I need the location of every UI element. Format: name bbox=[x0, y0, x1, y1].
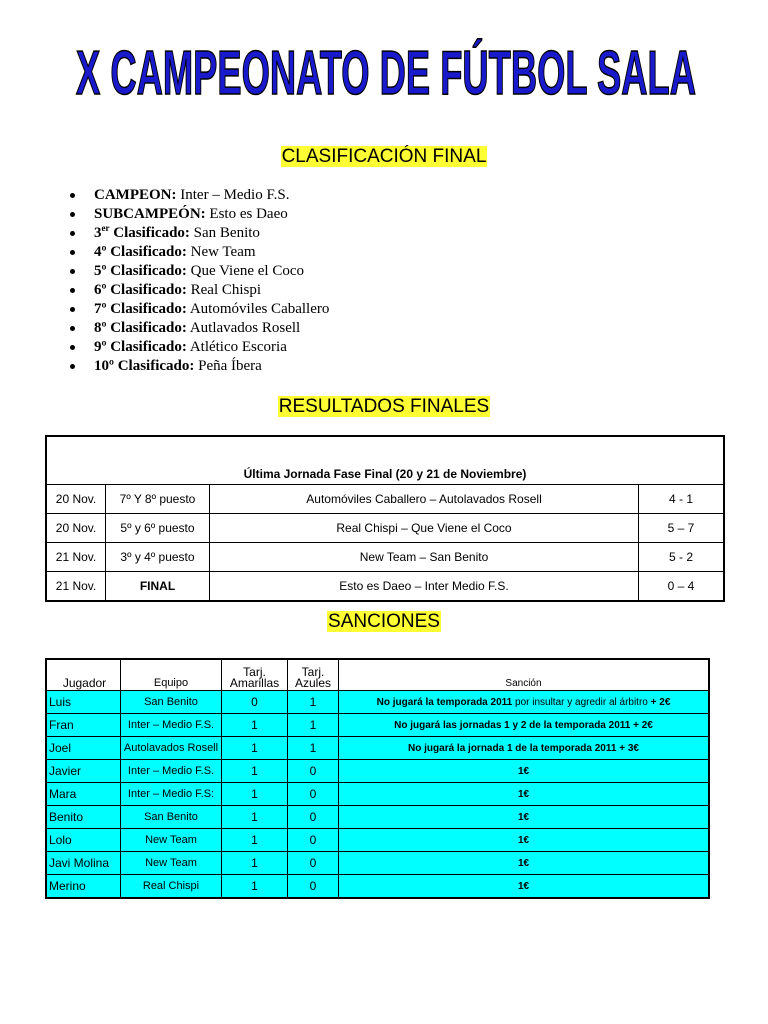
result-date: 20 Nov. bbox=[46, 485, 106, 514]
result-match: Real Chispi – Que Viene el Coco bbox=[210, 514, 639, 543]
sanction-team: New Team bbox=[121, 852, 222, 875]
page-title: X CAMPEONATO DE FÚTBOL SALA bbox=[76, 39, 696, 108]
col-yellow bbox=[222, 659, 288, 691]
results-heading bbox=[0, 396, 768, 418]
sanction-main: 1€ bbox=[517, 788, 530, 800]
standings-team: Esto es Daeo bbox=[209, 206, 288, 222]
col-blue-l1: Tarj. bbox=[301, 665, 325, 679]
sanction-yellow-cards: 1 bbox=[222, 852, 288, 875]
sanction-reason: por insultar y agredir al árbitro bbox=[512, 696, 651, 708]
col-blue bbox=[288, 659, 339, 691]
standings-team: San Benito bbox=[193, 225, 260, 241]
sanction-yellow-cards: 1 bbox=[222, 760, 288, 783]
result-score: 4 - 1 bbox=[639, 485, 725, 514]
result-match: Esto es Daeo – Inter Medio F.S. bbox=[210, 572, 639, 602]
position-label: 6º Clasificado: bbox=[94, 282, 187, 298]
position-label: CAMPEON: bbox=[94, 187, 177, 203]
sanction-main: No jugará la jornada 1 de la temporada 2011 + 3€ bbox=[408, 742, 639, 754]
sanction-text bbox=[339, 737, 710, 760]
standings-position bbox=[94, 206, 206, 222]
result-score: 0 – 4 bbox=[639, 572, 725, 602]
sanctions-heading bbox=[0, 611, 768, 633]
sanction-player: Mara bbox=[46, 783, 121, 806]
sanction-blue-cards: 0 bbox=[288, 783, 339, 806]
result-match: Automóviles Caballero – Autolavados Rosell bbox=[210, 485, 639, 514]
col-yellow-l1: Tarj. bbox=[243, 665, 266, 679]
sanction-team: San Benito bbox=[121, 691, 222, 714]
sanction-text bbox=[339, 691, 710, 714]
sanction-fine: + 2€ bbox=[650, 696, 671, 708]
result-placement: 5º y 6º puesto bbox=[106, 514, 210, 543]
col-sanction: Sanción bbox=[339, 659, 710, 691]
sanction-team: San Benito bbox=[121, 806, 222, 829]
standings-position bbox=[94, 225, 190, 241]
sanction-player: Javier bbox=[46, 760, 121, 783]
standings-item bbox=[68, 186, 329, 205]
sanction-player: Lolo bbox=[46, 829, 121, 852]
sanction-blue-cards: 0 bbox=[288, 852, 339, 875]
col-yellow-l2: Amarillas bbox=[229, 676, 280, 690]
result-score: 5 – 7 bbox=[639, 514, 725, 543]
col-blue-l2: Azules bbox=[294, 676, 332, 690]
result-match: New Team – San Benito bbox=[210, 543, 639, 572]
position-label: 9º Clasificado: bbox=[94, 339, 187, 355]
standings-item bbox=[68, 319, 329, 338]
position-label: 5º Clasificado: bbox=[94, 263, 187, 279]
sanction-text bbox=[339, 875, 710, 899]
title-banner bbox=[72, 36, 700, 110]
sanction-row bbox=[46, 829, 709, 852]
standings-heading bbox=[0, 146, 768, 168]
standings-item bbox=[68, 262, 329, 281]
result-placement: FINAL bbox=[106, 572, 210, 602]
standings-team: Inter – Medio F.S. bbox=[180, 187, 290, 203]
col-team: Equipo bbox=[121, 659, 222, 691]
sanction-player: Fran bbox=[46, 714, 121, 737]
result-row bbox=[46, 572, 724, 602]
result-row bbox=[46, 543, 724, 572]
standings-position bbox=[94, 301, 187, 317]
sanction-text bbox=[339, 829, 710, 852]
position-label: 4º Clasificado: bbox=[94, 244, 187, 260]
result-date: 21 Nov. bbox=[46, 572, 106, 602]
sanction-row bbox=[46, 875, 709, 899]
sanctions-table bbox=[45, 658, 710, 899]
position-label: SUBCAMPEÓN: bbox=[94, 206, 206, 222]
sanction-main: 1€ bbox=[517, 811, 530, 823]
position-label: 10º Clasificado: bbox=[94, 358, 195, 374]
standings-team: Peña Íbera bbox=[198, 358, 262, 374]
sanction-row bbox=[46, 760, 709, 783]
sanction-player: Javi Molina bbox=[46, 852, 121, 875]
sanction-text bbox=[339, 714, 710, 737]
results-table bbox=[45, 435, 725, 602]
result-score: 5 - 2 bbox=[639, 543, 725, 572]
position-suffix: er bbox=[101, 223, 110, 233]
standings-item bbox=[68, 224, 329, 243]
sanctions-heading-text: SANCIONES bbox=[328, 611, 440, 632]
sanction-blue-cards: 0 bbox=[288, 829, 339, 852]
standings-item bbox=[68, 338, 329, 357]
sanction-team: Real Chispi bbox=[121, 875, 222, 899]
sanctions-header-row bbox=[46, 659, 709, 691]
sanction-main: 1€ bbox=[517, 880, 530, 892]
sanction-player: Joel bbox=[46, 737, 121, 760]
sanction-main: No jugará las jornadas 1 y 2 de la temporada 2011 + 2€ bbox=[394, 719, 653, 731]
sanction-text bbox=[339, 852, 710, 875]
sanction-yellow-cards: 1 bbox=[222, 714, 288, 737]
standings-item bbox=[68, 205, 329, 224]
standings-team: Automóviles Caballero bbox=[189, 301, 330, 317]
sanction-blue-cards: 1 bbox=[288, 691, 339, 714]
results-header: Última Jornada Fase Final (20 y 21 de Noviembre) bbox=[46, 436, 724, 485]
sanction-row bbox=[46, 691, 709, 714]
position-label-tail: Clasificado: bbox=[109, 225, 190, 241]
sanction-text bbox=[339, 783, 710, 806]
sanction-main: 1€ bbox=[517, 834, 530, 846]
sanction-row bbox=[46, 783, 709, 806]
sanction-row bbox=[46, 714, 709, 737]
standings-position bbox=[94, 282, 187, 298]
standings-item bbox=[68, 357, 329, 376]
sanction-text bbox=[339, 760, 710, 783]
sanction-text bbox=[339, 806, 710, 829]
sanction-player: Merino bbox=[46, 875, 121, 899]
standings-position bbox=[94, 244, 187, 260]
result-row bbox=[46, 514, 724, 543]
sanction-blue-cards: 0 bbox=[288, 760, 339, 783]
sanction-row bbox=[46, 737, 709, 760]
standings-item bbox=[68, 281, 329, 300]
standings-team: Atlético Escoria bbox=[189, 339, 287, 355]
sanction-blue-cards: 0 bbox=[288, 875, 339, 899]
sanction-main: No jugará la temporada 2011 bbox=[376, 696, 513, 708]
sanction-yellow-cards: 1 bbox=[222, 806, 288, 829]
standings-position bbox=[94, 339, 187, 355]
position-label: 8º Clasificado: bbox=[94, 320, 187, 336]
standings-position bbox=[94, 320, 187, 336]
standings-list bbox=[68, 186, 329, 376]
sanction-main: 1€ bbox=[517, 857, 530, 869]
sanction-blue-cards: 1 bbox=[288, 714, 339, 737]
standings-team: New Team bbox=[190, 244, 256, 260]
sanction-yellow-cards: 1 bbox=[222, 829, 288, 852]
standings-team: Que Viene el Coco bbox=[190, 263, 304, 279]
standings-position bbox=[94, 358, 194, 374]
sanction-team: Autolavados Rosell bbox=[121, 737, 222, 760]
result-placement: 3º y 4º puesto bbox=[106, 543, 210, 572]
title-wordart bbox=[72, 36, 700, 110]
position-label: 7º Clasificado: bbox=[94, 301, 187, 317]
col-player: Jugador bbox=[46, 659, 121, 691]
standings-team: Real Chispi bbox=[190, 282, 262, 298]
sanction-team: Inter – Medio F.S. bbox=[121, 714, 222, 737]
sanction-blue-cards: 0 bbox=[288, 806, 339, 829]
sanction-blue-cards: 1 bbox=[288, 737, 339, 760]
sanction-player: Luis bbox=[46, 691, 121, 714]
sanction-yellow-cards: 1 bbox=[222, 875, 288, 899]
standings-item bbox=[68, 300, 329, 319]
result-date: 20 Nov. bbox=[46, 514, 106, 543]
sanction-row bbox=[46, 806, 709, 829]
standings-heading-text: CLASIFICACIÓN FINAL bbox=[281, 146, 487, 167]
sanction-team: Inter – Medio F.S: bbox=[121, 783, 222, 806]
standings-position bbox=[94, 187, 177, 203]
position-label: 3 bbox=[94, 225, 102, 241]
result-date: 21 Nov. bbox=[46, 543, 106, 572]
sanction-yellow-cards: 0 bbox=[222, 691, 288, 714]
results-header-row bbox=[46, 436, 724, 485]
sanction-team: Inter – Medio F.S. bbox=[121, 760, 222, 783]
sanction-yellow-cards: 1 bbox=[222, 737, 288, 760]
results-heading-text: RESULTADOS FINALES bbox=[278, 396, 490, 417]
sanction-player: Benito bbox=[46, 806, 121, 829]
standings-team: Autlavados Rosell bbox=[189, 320, 301, 336]
sanction-main: 1€ bbox=[517, 765, 530, 777]
sanction-row bbox=[46, 852, 709, 875]
standings-position bbox=[94, 263, 187, 279]
sanction-team: New Team bbox=[121, 829, 222, 852]
standings-item bbox=[68, 243, 329, 262]
result-placement: 7º Y 8º puesto bbox=[106, 485, 210, 514]
sanction-yellow-cards: 1 bbox=[222, 783, 288, 806]
result-row bbox=[46, 485, 724, 514]
